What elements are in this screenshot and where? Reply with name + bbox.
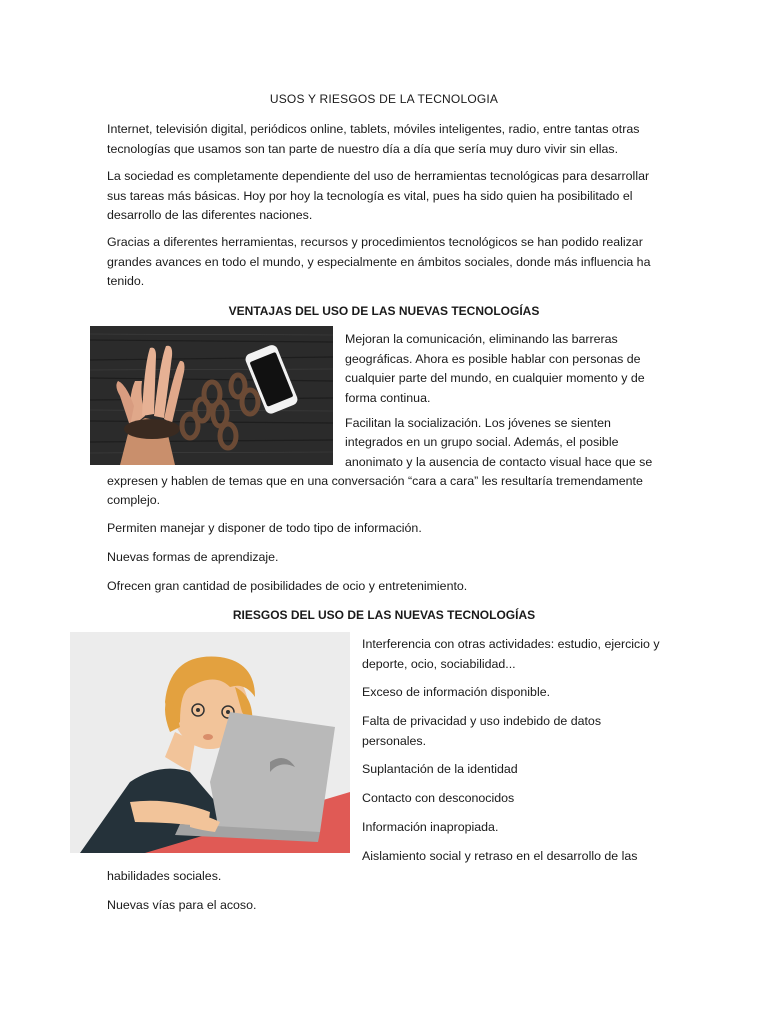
intro-paragraph-2: La sociedad es completamente dependiente del uso de herramientas tecnológicas para desarrollar sus tareas más básicas. Hoy por hoy la tecnología es vital, pues ha sido quien ha posibilitado el desarrollo de las diferentes naciones.	[107, 169, 650, 222]
riesgo-6: Información inapropiada.	[362, 820, 499, 834]
ventaja-2-line-5: complejo.	[107, 493, 161, 507]
ventaja-2-line-4: expresen y hablen de temas que en una conversación “cara a cara” les resultaría tremendamente	[107, 474, 643, 488]
intro-paragraph-3: Gracias a diferentes herramientas, recursos y procedimientos tecnológicos se han podido realizar grandes avances en todo el mundo, y especialmente en ámbitos sociales, donde más influencia ha tenido.	[107, 235, 651, 288]
riesgo-3: Falta de privacidad y uso indebido de datos personales.	[362, 714, 602, 748]
ventaja-1: Mejoran la comunicación, eliminando las barreras geográficas. Ahora es posible hablar con personas de cualquier parte del mundo, en cualquier momento y de forma continua.	[345, 332, 645, 405]
riesgo-1: Interferencia con otras actividades: estudio, ejercicio y deporte, ocio, sociabilidad...	[362, 637, 660, 671]
intro-paragraph-1: Internet, televisión digital, periódicos online, tablets, móviles inteligentes, radio, entre tantas otras tecnologías que usamos son tan parte de nuestro día a día que sería muy duro vivir sin ellas.	[107, 122, 640, 156]
document-title: USOS Y RIESGOS DE LA TECNOLOGIA	[269, 92, 499, 106]
riesgo-7-line-1: Aislamiento social y retraso en el desarrollo de las	[362, 849, 638, 863]
ventaja-2-line-3: anonimato y la ausencia de contacto visual hace que se	[345, 455, 653, 469]
ventaja-2-line-1: Facilitan la socialización. Los jóvenes se sienten	[345, 416, 611, 430]
riesgos-heading: RIESGOS DEL USO DE LAS NUEVAS TECNOLOGÍAS	[232, 608, 536, 622]
riesgo-7-line-2: habilidades sociales.	[107, 869, 222, 883]
ventajas-heading: VENTAJAS DEL USO DE LAS NUEVAS TECNOLOGÍAS	[228, 304, 540, 318]
ventaja-3: Permiten manejar y disponer de todo tipo de información.	[107, 521, 422, 535]
riesgo-4: Suplantación de la identidad	[362, 762, 518, 776]
ventaja-2-line-2: integrados en un grupo social. Además, el posible	[345, 435, 619, 449]
ventaja-5: Ofrecen gran cantidad de posibilidades de ocio y entretenimiento.	[107, 579, 468, 593]
chained-hand-image	[90, 326, 333, 465]
ventaja-4: Nuevas formas de aprendizaje.	[107, 550, 279, 564]
riesgo-2: Exceso de información disponible.	[362, 685, 551, 699]
riesgo-5: Contacto con desconocidos	[362, 791, 515, 805]
laptop-person-image	[70, 632, 350, 853]
riesgo-8: Nuevas vías para el acoso.	[107, 898, 257, 912]
